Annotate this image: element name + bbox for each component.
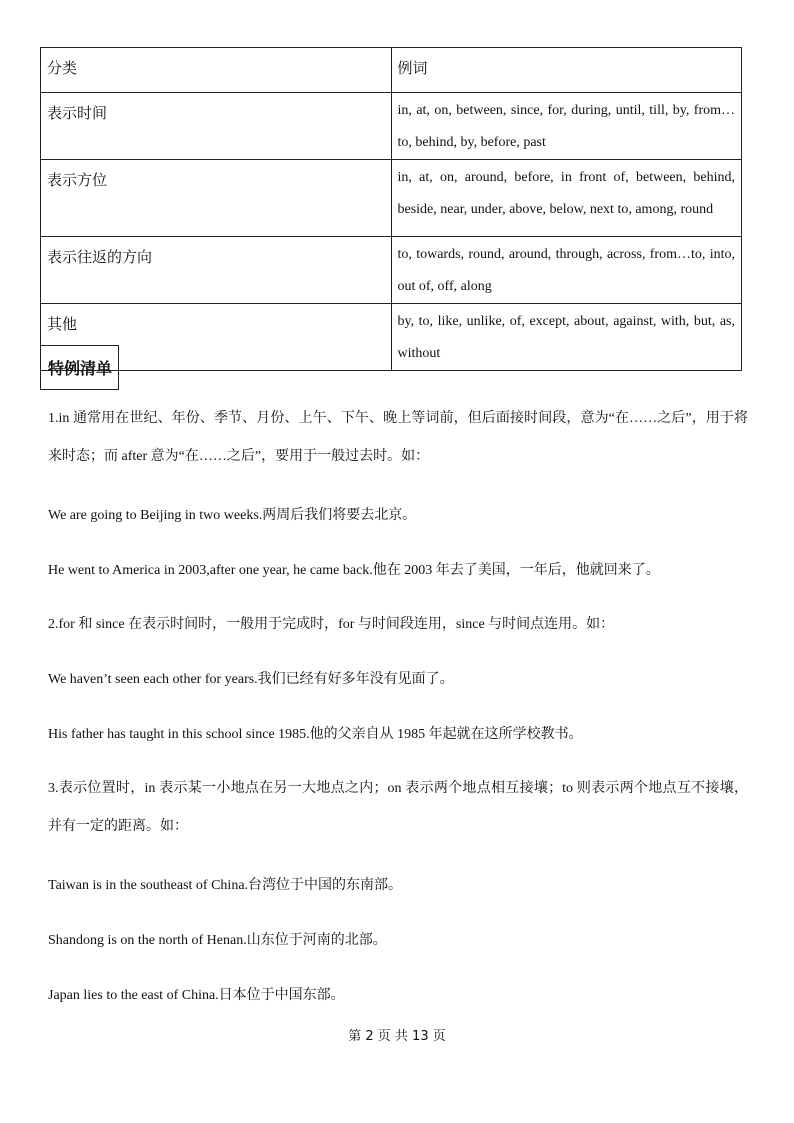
table-header-category: 分类	[41, 48, 392, 93]
table-row	[41, 237, 742, 304]
table-cell-category: 其他	[41, 304, 392, 371]
table-cell-examples	[391, 304, 742, 371]
example-sentence: We haven’t seen each other for years.我们已经有好多年没有见面了。	[48, 672, 454, 687]
table-cell-category: 表示方位	[41, 160, 392, 237]
example-sentence: His father has taught in this school since 1985.他的父亲自从 1985 年起就在这所学校教书。	[48, 727, 583, 742]
table-cell-examples	[391, 160, 742, 237]
example-sentence: He went to America in 2003,after one year, he came back.他在 2003 年去了美国，一年后，他就回来了。	[48, 563, 660, 578]
table-cell-examples	[391, 237, 742, 304]
examples-text: in, at, on, around, before, in front of, between, behind, beside, near, under, above, below, next to, among, round	[397, 170, 735, 217]
table-header-row	[41, 48, 742, 93]
example-sentence: Taiwan is in the southeast of China.台湾位于中国的东南部。	[48, 878, 403, 893]
example-sentence: Japan lies to the east of China.日本位于中国东部。	[48, 988, 345, 1003]
preposition-classification-table	[40, 47, 742, 371]
table-row	[41, 304, 742, 371]
table-cell-category: 表示时间	[41, 93, 392, 160]
table-row	[41, 93, 742, 160]
example-sentence: We are going to Beijing in two weeks.两周后我们将要去北京。	[48, 508, 417, 523]
examples-text: to, towards, round, around, through, across, from…to, into, out of, off, along	[397, 247, 735, 294]
table-cell-examples	[391, 93, 742, 160]
table-header-examples: 例词	[391, 48, 742, 93]
examples-text: in, at, on, between, since, for, during, until, till, by, from…to, behind, by, before, past	[397, 103, 735, 150]
example-sentence: Shandong is on the north of Henan.山东位于河南的北部。	[48, 933, 387, 948]
rule-paragraph: 1.in 通常用在世纪、年份、季节、月份、上午、下午、晚上等词前，但后面接时间段，意为“在……之后”，用于将来时态；而 after 意为“在……之后”，要用于一般过去时。如：	[48, 411, 748, 464]
examples-text: by, to, like, unlike, of, except, about, against, with, but, as, without	[397, 314, 735, 361]
table-row	[41, 160, 742, 237]
table-cell-category: 表示往返的方向	[41, 237, 392, 304]
rule-paragraph: 3.表示位置时，in 表示某一小地点在另一大地点之内；on 表示两个地点相互接壤；to 则表示两个地点互不接壤，并有一定的距离。如：	[48, 781, 748, 834]
page-number-footer: 第 2 页 共 13 页	[348, 1029, 446, 1044]
section-title: 特例清单	[40, 345, 119, 390]
rule-paragraph: 2.for 和 since 在表示时间时，一般用于完成时，for 与时间段连用，since 与时间点连用。如：	[48, 617, 615, 632]
